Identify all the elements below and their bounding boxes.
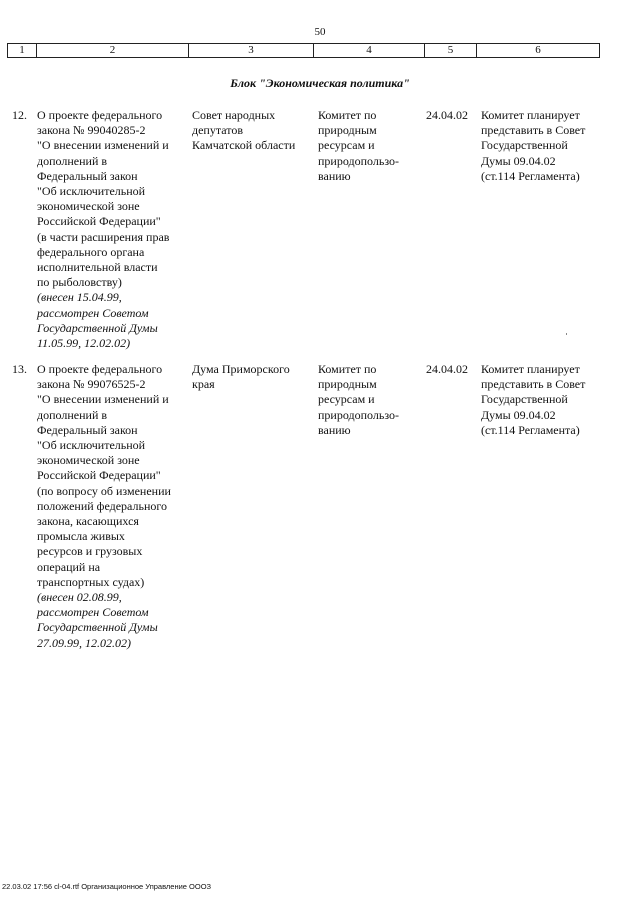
entry-text-line: ванию [318,168,351,183]
entry-text-line: ресурсам и [318,392,375,407]
entry-text-line: положений федерального [37,498,167,513]
entry-description [37,108,187,351]
section-title: Блок "Экономическая политика" [230,76,410,90]
entry-status [481,362,601,438]
entry-text-line: природопользо- [318,153,399,168]
entry-text-line: транспортных судах) [37,574,145,589]
entry-text-line: Российской Федерации" [37,468,161,483]
entry-text-line: "Об исключительной [37,438,146,453]
entry-initiator [192,108,312,154]
entry-committee [318,362,418,438]
column-number-6: 6 [477,44,600,58]
entry-text-line: закона № 99076525-2 [37,377,146,392]
entry-text-line: ресурсов и грузовых [37,544,143,559]
entry-note-line: рассмотрен Советом [37,305,149,320]
entry-text-line: (в части расширения прав [37,229,170,244]
entry-text-line: экономической зоне [37,199,140,214]
entry-text-line: "Об исключительной [37,184,146,199]
entry-text-line: "О внесении изменений и [37,392,169,407]
entry-text-line: Думы 09.04.02 [481,407,556,422]
entry-text-line: операций на [37,559,101,574]
entry-note-line: рассмотрен Советом [37,605,149,620]
entry-text-line: (ст.114 Регламента) [481,168,580,183]
entry-text-line: Камчатской области [192,138,296,153]
entry-text-line: Федеральный закон [37,168,138,183]
entry-initiator [192,362,312,392]
print-footer: 22.03.02 17:56 cl-04.rtf Организационное Управление ОООЗ [2,882,212,891]
entry-text-line: О проекте федерального [37,362,163,376]
entry-text-line: Комитет по [318,108,377,122]
entry-date: 24.04.02 [426,108,468,122]
entry-text-line: Государственной [481,392,568,407]
entry-text-line: депутатов [192,123,244,138]
entry-note-line: Государственной Думы [37,320,158,335]
entry-text-line: Государственной [481,138,568,153]
column-number-2: 2 [37,44,189,58]
entry-text-line: природным [318,123,377,138]
page-number: 50 [314,26,326,38]
entry-text-line: представить в Совет [481,377,586,392]
column-number-5: 5 [425,44,477,58]
entry-text-line: Комитет планирует [481,362,580,376]
entry-note-line: 27.09.99, 12.02.02) [37,635,131,650]
entry-description [37,362,187,651]
entry-text-line: федерального органа [37,244,145,259]
entry-text-line: Комитет по [318,362,377,376]
entry-text-line: дополнений в [37,407,108,422]
column-number-3: 3 [189,44,314,58]
entry-text-line: ресурсам и [318,138,375,153]
column-number-4: 4 [314,44,425,58]
entry-text-line: (по вопросу об изменении [37,483,171,498]
entry-text-line: по рыболовству) [37,275,122,290]
entry-note-line: 11.05.99, 12.02.02) [37,336,131,351]
entry-text-line: природопользо- [318,407,399,422]
entry-text-line: "О внесении изменений и [37,138,169,153]
entry-text-line: края [192,377,215,392]
entry-text-line: представить в Совет [481,123,586,138]
entry-text-line: (ст.114 Регламента) [481,422,580,437]
column-number-header [7,43,600,58]
entry-committee [318,108,418,184]
entry-text-line: исполнительной власти [37,260,158,275]
entry-note-line: (внесен 15.04.99, [37,290,122,305]
entry-text-line: О проекте федерального [37,108,163,122]
entry-text-line: дополнений в [37,153,108,168]
entry-text-line: Дума Приморского [192,362,290,376]
entry-note-line: (внесен 02.08.99, [37,590,122,605]
entry-text-line: Совет народных [192,108,276,122]
entry-note-line: Государственной Думы [37,620,158,635]
entry-number: 12. [12,108,27,122]
entry-text-line: закона № 99040285-2 [37,123,146,138]
entry-date: 24.04.02 [426,362,468,376]
entry-text-line: промысла живых [37,529,125,544]
entry-text-line: природным [318,377,377,392]
entry-text-line: ванию [318,422,351,437]
entry-text-line: Федеральный закон [37,422,138,437]
column-number-1: 1 [8,44,37,58]
scan-speck [566,333,567,335]
entry-number: 13. [12,362,27,376]
entry-text-line: экономической зоне [37,453,140,468]
entry-text-line: закона, касающихся [37,514,139,529]
entry-status [481,108,601,184]
entry-text-line: Комитет планирует [481,108,580,122]
entry-text-line: Российской Федерации" [37,214,161,229]
entry-text-line: Думы 09.04.02 [481,153,556,168]
